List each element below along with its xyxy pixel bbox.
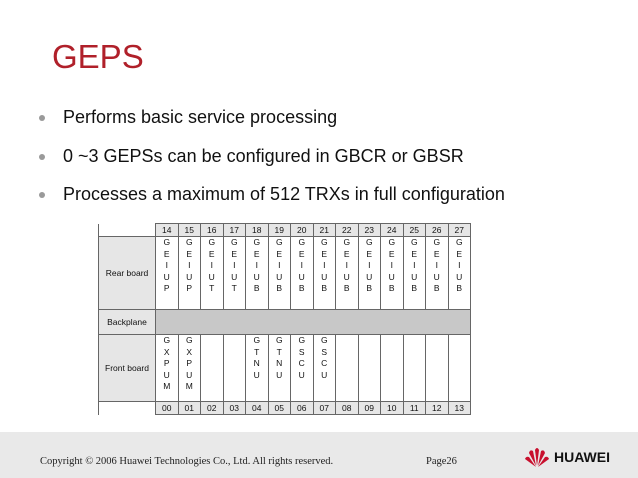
front-board-cell <box>381 335 404 402</box>
rear-board-cell: G E I U P <box>156 237 179 310</box>
rear-board-cell: G E I U T <box>201 237 224 310</box>
slot-number: 27 <box>448 224 471 237</box>
front-board-cell <box>448 335 471 402</box>
slot-number: 26 <box>426 224 449 237</box>
slide-title: GEPS <box>52 38 144 75</box>
rear-board-cell: G E I U B <box>268 237 291 310</box>
slot-number: 15 <box>178 224 201 237</box>
rear-board-cell: G E I U B <box>426 237 449 310</box>
bullet-text: Performs basic service processing <box>63 107 338 127</box>
rear-board-cell: G E I U B <box>246 237 269 310</box>
bullet-item <box>40 146 464 167</box>
slot-number: 23 <box>358 224 381 237</box>
rear-board-cell: G E I U B <box>403 237 426 310</box>
bullet-item <box>40 184 505 205</box>
slot-number: 01 <box>178 402 201 415</box>
backplane-label: Backplane <box>99 310 156 335</box>
slot-number: 16 <box>201 224 224 237</box>
slot-number: 18 <box>246 224 269 237</box>
front-board-cell: G X P U M <box>178 335 201 402</box>
front-board-cell <box>426 335 449 402</box>
top-slot-row <box>99 224 471 237</box>
rear-board-label: Rear board <box>99 237 156 310</box>
front-board-cell: G T N U <box>268 335 291 402</box>
huawei-petal-logo-icon <box>524 446 550 468</box>
slot-table <box>98 223 471 415</box>
slot-number: 21 <box>313 224 336 237</box>
backplane-row <box>99 310 471 335</box>
front-board-cell <box>201 335 224 402</box>
slot-number: 24 <box>381 224 404 237</box>
slot-number: 20 <box>291 224 314 237</box>
front-board-cell <box>403 335 426 402</box>
bullet-item <box>40 107 337 128</box>
bottom-slot-row <box>99 402 471 415</box>
front-board-cell <box>223 335 246 402</box>
front-board-row <box>99 335 471 402</box>
slot-number: 19 <box>268 224 291 237</box>
slot-number: 02 <box>201 402 224 415</box>
slot-number: 09 <box>358 402 381 415</box>
corner-cell <box>99 224 156 237</box>
front-board-cell: G S C U <box>291 335 314 402</box>
bullet-text: Processes a maximum of 512 TRXs in full configuration <box>63 184 505 204</box>
rear-board-cell: G E I U P <box>178 237 201 310</box>
rear-board-row <box>99 237 471 310</box>
slot-number: 12 <box>426 402 449 415</box>
slot-number: 11 <box>403 402 426 415</box>
front-board-cell: G S C U <box>313 335 336 402</box>
front-board-label: Front board <box>99 335 156 402</box>
copyright-text: Copyright © 2006 Huawei Technologies Co., Ltd. All rights reserved. <box>40 456 334 467</box>
slot-number: 04 <box>246 402 269 415</box>
huawei-logo <box>524 446 610 468</box>
backplane-bar <box>156 310 471 335</box>
front-board-cell <box>336 335 359 402</box>
slot-number: 05 <box>268 402 291 415</box>
slot-number: 07 <box>313 402 336 415</box>
slot-number: 06 <box>291 402 314 415</box>
front-board-cell <box>358 335 381 402</box>
rear-board-cell: G E I U B <box>381 237 404 310</box>
rear-board-cell: G E I U B <box>291 237 314 310</box>
slot-number: 25 <box>403 224 426 237</box>
rear-board-cell: G E I U B <box>336 237 359 310</box>
slot-number: 13 <box>448 402 471 415</box>
slot-number: 08 <box>336 402 359 415</box>
slot-diagram <box>98 223 471 415</box>
corner-cell <box>99 402 156 415</box>
page-number: Page26 <box>426 456 457 467</box>
bullet-dot-icon <box>39 154 45 160</box>
slot-number: 14 <box>156 224 179 237</box>
slot-number: 00 <box>156 402 179 415</box>
front-board-cell: G X P U M <box>156 335 179 402</box>
rear-board-cell: G E I U B <box>358 237 381 310</box>
slot-number: 22 <box>336 224 359 237</box>
slot-number: 17 <box>223 224 246 237</box>
bullet-dot-icon <box>39 192 45 198</box>
rear-board-cell: G E I U B <box>448 237 471 310</box>
bullet-text: 0 ~3 GEPSs can be configured in GBCR or GBSR <box>63 146 464 166</box>
front-board-cell: G T N U <box>246 335 269 402</box>
logo-text: HUAWEI <box>554 449 610 465</box>
rear-board-cell: G E I U B <box>313 237 336 310</box>
rear-board-cell: G E I U T <box>223 237 246 310</box>
bullet-dot-icon <box>39 115 45 121</box>
slot-number: 03 <box>223 402 246 415</box>
slot-number: 10 <box>381 402 404 415</box>
